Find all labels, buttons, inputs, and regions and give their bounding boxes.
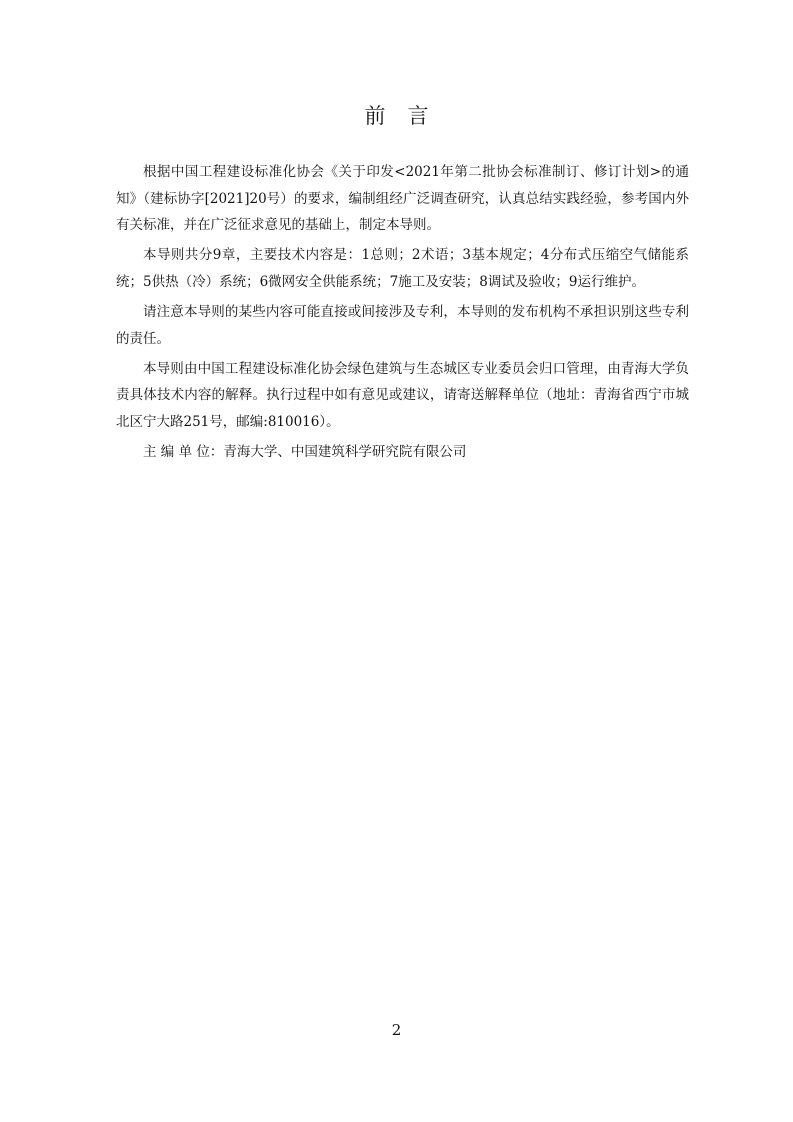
paragraph-patent-notice: 请注意本导则的某些内容可能直接或间接涉及专利，本导则的发布机构不承担识别这些专利的责任。 [116, 303, 689, 347]
page-number: 2 [391, 1021, 402, 1039]
paragraph-contents: 本导则共分9章，主要技术内容是：1总则；2术语；3基本规定；4分布式压缩空气储能系统；5供热（冷）系统；6微网安全供能系统；7施工及安装；8调试及验收；9运行维护。 [116, 247, 689, 290]
paragraph-chief-editors: 主 编 单 位：青海大学、中国建筑科学研究院有限公司 [143, 443, 467, 460]
document-body [116, 159, 689, 469]
page-title: 前言 [364, 104, 451, 128]
paragraph-management: 本导则由中国工程建设标准化协会绿色建筑与生态城区专业委员会归口管理，由青海大学负责具体技术内容的解释。执行过程中如有意见或建议，请寄送解释单位（地址：青海省西宁市城北区宁大路251号，邮编:810016）。 [116, 360, 689, 430]
paragraph-intro: 根据中国工程建设标准化协会《关于印发<2021年第二批协会标准制订、修订计划>的通知》（建标协字[2021]20号）的要求，编制组经广泛调查研究，认真总结实践经验，参考国内外有关标准，并在广泛征求意见的基础上，制定本导则。 [116, 164, 689, 234]
